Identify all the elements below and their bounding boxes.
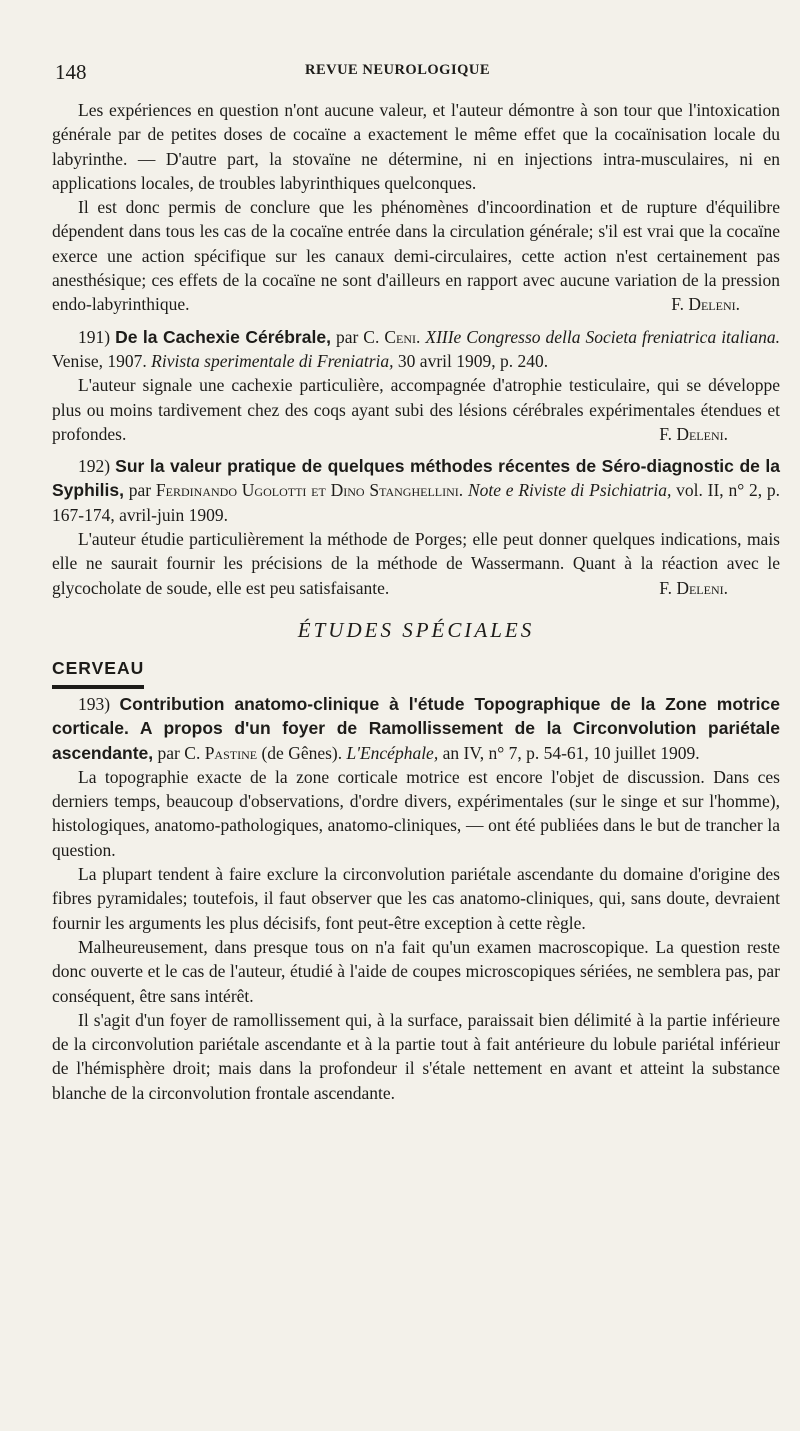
article-body [52,98,780,1105]
entry-author: C. Ceni. [363,326,421,347]
entry-ref: an IV, n° 7, p. 54-61, 10 juillet 1909. [442,742,700,763]
entry-193-paragraph-2: La plupart tendent à faire exclure la circonvolution pariétale ascendante du domaine d'origine des fibres pyramidales; toutefois, il faut observer que les cas anatomo-cliniques, qui, sans doute, devraient fournir les arguments les plus décisifs, font peut-être exception à cette règle. [52,864,780,933]
entry-journal: L'Encéphale, [346,742,439,763]
entry-191-citation [52,325,780,374]
entry-by: par [335,326,359,347]
entry-192-summary [52,527,780,600]
entry-summary: L'auteur étudie particulièrement la méthode de Porges; elle peut donner quelques indications, mais elle ne saurait fournir les précisions de la méthode de Wassermann. Quant à la réaction avec le glycocholate de soude, elle est peu satisfaisante. [52,529,780,598]
intro-paragraph-1: Les expériences en question n'ont aucune valeur, et l'auteur démontre à son tour que l'intoxication générale par de petites doses de cocaïne a exactement le même effet que la cocaïnisation locale du labyrinthe. — D'autre part, la stovaïne ne détermine, ni en injections intra-musculaires, ni en applications locales, de troubles labyrinthiques quelconques. [52,100,780,193]
entry-193-paragraph-1: La topographie exacte de la zone corticale motrice est encore l'objet de discussion. Dans ces derniers temps, beaucoup d'observations, d'ordre divers, expérimentales (sur le singe et sur l'homme), histologiques, anatomo-pathologiques, anatomo-cliniques, — ont été publiées dans le but de trancher la question. [52,766,780,860]
entry-title: Contribution anatomo-clinique à l'étude Topographique de la Zone motrice corticale. A propos d'un foyer de Ramollissement de la Circonvolution pariétale ascendante, [52,693,781,763]
entry-place: Venise, 1907. [52,350,147,371]
entry-192-citation [52,454,780,527]
entry-number: 193) [78,693,111,714]
entry-journal: Rivista sperimentale di Freniatria, [151,350,394,371]
entry-193-paragraph-4: Il s'agit d'un foyer de ramollissement qui, à la surface, paraissait bien délimité à la partie inférieure de la circonvolution pariétale ascendante et à la partie tout à fait antérieure du lobule pariétal inférieur de l'hémisphère droit; mais dans la profondeur il s'étale nettement en avant et atteint la substance blanche de la circonvolution frontale ascendante. [52,1009,780,1103]
entry-by: par [128,480,152,501]
entry-number: 192) [78,456,111,477]
entry-date: 30 avril 1909, p. 240. [397,350,549,371]
section-title: ÉTUDES SPÉCIALES [297,617,535,642]
entry-193-paragraph-3: Malheureusement, dans presque tous on n'a fait qu'un examen macroscopique. La question reste donc ouverte et le cas de l'auteur, étudié à l'aide de coupes microscopiques sériées, ne semblera pas, par conséquent, être sans intérêt. [52,936,780,1006]
entry-by: par [157,742,180,763]
signature: F. Deleni. [671,294,740,315]
entry-source: XIIIe Congresso della Societa freniatrica italiana. [425,326,781,347]
entry-ref: vol. II, n° 2, p. 167-174, avril-juin 1909. [52,480,781,525]
entry-number: 191) [78,326,111,347]
entry-193-citation [52,692,780,765]
intro-paragraph-2 [52,195,780,316]
section-heading-block [52,612,780,692]
entry-title: Sur la valeur pratique de quelques méthodes récentes de Séro-diagnostic de la Syphilis, [52,456,781,501]
signature: F. Deleni. [659,577,728,598]
running-title: REVUE NEUROLOGIQUE [304,62,491,78]
page-number: 148 [55,60,87,84]
entry-title: De la Cachexie Cérébrale, [115,326,331,347]
signature: F. Deleni. [659,423,728,444]
entry-authors: Ferdinando Ugolotti et Dino Stanghellini. [155,480,464,501]
entry-summary: L'auteur signale une cachexie particulière, accompagnée d'atrophie testiculaire, qui se développe plus ou moins tardivement chez des coqs ayant subi des lésions cérébrales expérimentales étendues et profondes. [52,375,780,444]
subsection-title: CERVEAU [52,656,144,689]
entry-author: C. Pastine [184,742,258,763]
intro-paragraph-2-text: Il est donc permis de conclure que les phénomènes d'incoordination et de rupture d'équilibre dépendent dans tous les cas de la cocaïne entrée dans la circulation générale; s'il est vrai que la cocaïne exerce une action spécifique sur les canaux demi-circulaires, cette action n'est certainement pas anesthésique; ces effets de la cocaïne ne sont d'ailleurs en rapport avec aucune variation de la pression endo-labyrinthique. [52,197,780,315]
page-header [55,60,740,84]
entry-journal: Note e Riviste di Psichiatria, [467,480,672,501]
entry-origin: (de Gênes). [261,742,343,763]
entry-191-summary [52,373,780,446]
